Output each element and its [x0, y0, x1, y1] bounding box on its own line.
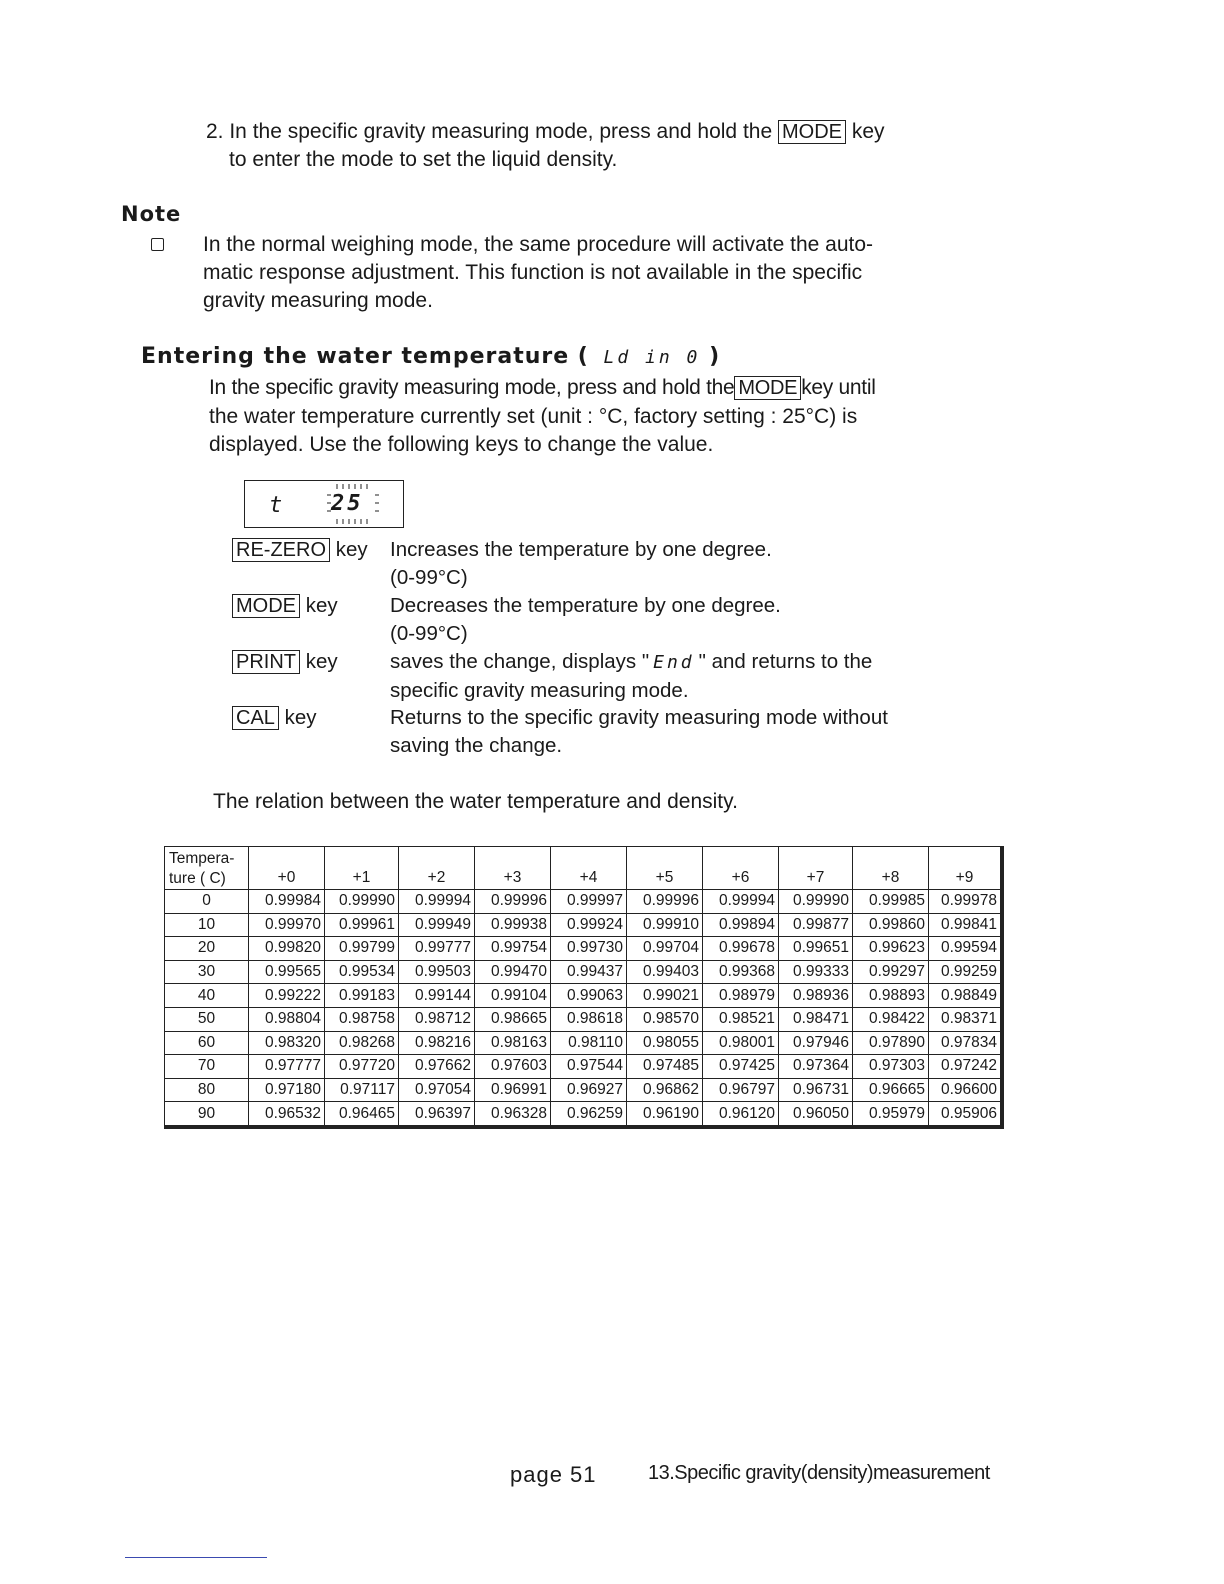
density-cell: 0.99990	[779, 890, 853, 914]
print-key-label: PRINT	[232, 650, 300, 674]
desc-line: (0-99°C)	[390, 622, 468, 645]
density-cell: 0.96397	[399, 1102, 475, 1126]
density-cell: 0.98936	[779, 984, 853, 1008]
density-cell: 0.99997	[551, 890, 627, 914]
density-cell: 0.99678	[703, 937, 779, 961]
density-cell: 0.98001	[703, 1031, 779, 1055]
key-mode-row	[232, 592, 338, 620]
cal-key-label: CAL	[232, 706, 279, 730]
lcd-display	[244, 480, 404, 528]
header-line: ture ( C)	[169, 870, 226, 887]
column-header: +2	[399, 847, 475, 890]
key-cal-row	[232, 704, 317, 732]
relation-text: The relation between the water temperature and density.	[213, 790, 738, 813]
density-cell: 0.98055	[627, 1031, 703, 1055]
key-rezero-row	[232, 536, 368, 564]
density-cell: 0.99063	[551, 984, 627, 1008]
density-cell: 0.97544	[551, 1055, 627, 1079]
note-line: matic response adjustment. This function is not available in the specific	[203, 261, 863, 284]
density-cell: 0.97603	[475, 1055, 551, 1079]
density-cell: 0.98216	[399, 1031, 475, 1055]
density-cell: 0.97662	[399, 1055, 475, 1079]
temperature-cell: 50	[165, 1007, 249, 1031]
density-cell: 0.98163	[475, 1031, 551, 1055]
heading-close: )	[709, 344, 721, 369]
density-cell: 0.97303	[853, 1055, 929, 1079]
section-para-line3: displayed. Use the following keys to change the value.	[209, 433, 714, 456]
density-cell: 0.99894	[703, 913, 779, 937]
temperature-cell: 80	[165, 1078, 249, 1102]
density-cell: 0.99924	[551, 913, 627, 937]
section-para-line1	[209, 374, 939, 402]
density-cell: 0.97720	[325, 1055, 399, 1079]
table-body	[165, 890, 1001, 1126]
column-header: +5	[627, 847, 703, 890]
table-row	[165, 1102, 1001, 1126]
column-header: +6	[703, 847, 779, 890]
density-cell: 0.99333	[779, 960, 853, 984]
density-cell: 0.98665	[475, 1007, 551, 1031]
mode-key-label: MODE	[778, 120, 846, 144]
section-heading	[141, 344, 720, 369]
mode-key-label: MODE	[734, 376, 801, 400]
column-header: +8	[853, 847, 929, 890]
lcd-left-symbol: t	[269, 493, 286, 518]
header-line: Tempera-	[169, 850, 235, 867]
temperature-cell: 70	[165, 1055, 249, 1079]
desc-part: saves the change, displays "	[390, 650, 650, 673]
density-cell: 0.97946	[779, 1031, 853, 1055]
temperature-cell: 0	[165, 890, 249, 914]
blink-rays-icon	[325, 483, 385, 525]
bullet-checkbox-icon	[151, 238, 164, 251]
rezero-key-label: RE-ZERO	[232, 538, 330, 562]
density-cell: 0.97364	[779, 1055, 853, 1079]
density-cell: 0.99877	[779, 913, 853, 937]
density-cell: 0.99938	[475, 913, 551, 937]
density-cell: 0.96797	[703, 1078, 779, 1102]
note-title: Note	[121, 202, 182, 226]
density-cell: 0.98804	[249, 1007, 325, 1031]
density-cell: 0.97117	[325, 1078, 399, 1102]
density-cell: 0.98320	[249, 1031, 325, 1055]
table-header-row	[165, 847, 1001, 890]
desc-part: " and returns to the	[698, 650, 873, 673]
density-cell: 0.97890	[853, 1031, 929, 1055]
density-cell: 0.98521	[703, 1007, 779, 1031]
table-row	[165, 913, 1001, 937]
density-cell: 0.96050	[779, 1102, 853, 1126]
density-cell: 0.96731	[779, 1078, 853, 1102]
density-cell: 0.99403	[627, 960, 703, 984]
table-row	[165, 890, 1001, 914]
density-cell: 0.99990	[325, 890, 399, 914]
density-cell: 0.98893	[853, 984, 929, 1008]
density-cell: 0.98979	[703, 984, 779, 1008]
density-cell: 0.99183	[325, 984, 399, 1008]
page-number: page 51	[510, 1462, 597, 1487]
para-prefix: In the specific gravity measuring mode, press and hold the	[209, 376, 735, 399]
desc-line: specific gravity measuring mode.	[390, 679, 689, 702]
density-cell: 0.97242	[929, 1055, 1001, 1079]
density-cell: 0.99994	[399, 890, 475, 914]
density-cell: 0.96862	[627, 1078, 703, 1102]
heading-text: Entering the water temperature (	[141, 344, 589, 369]
temperature-cell: 20	[165, 937, 249, 961]
key-word: key	[305, 594, 338, 617]
density-cell: 0.99297	[853, 960, 929, 984]
table-row	[165, 984, 1001, 1008]
desc-line: (0-99°C)	[390, 566, 468, 589]
density-cell: 0.98268	[325, 1031, 399, 1055]
density-cell: 0.99222	[249, 984, 325, 1008]
density-cell: 0.96665	[853, 1078, 929, 1102]
para-suffix: key until	[801, 376, 876, 399]
density-cell: 0.98471	[779, 1007, 853, 1031]
print-desc	[390, 648, 935, 705]
temperature-cell: 60	[165, 1031, 249, 1055]
density-cell: 0.98849	[929, 984, 1001, 1008]
column-header: +0	[249, 847, 325, 890]
table-row	[165, 1055, 1001, 1079]
note-line: In the normal weighing mode, the same procedure will activate the auto-	[203, 233, 874, 256]
note-body	[203, 231, 933, 315]
density-cell: 0.99565	[249, 960, 325, 984]
mode-key-label: MODE	[232, 594, 300, 618]
density-cell: 0.98422	[853, 1007, 929, 1031]
table-row	[165, 1078, 1001, 1102]
temperature-cell: 40	[165, 984, 249, 1008]
density-cell: 0.97485	[627, 1055, 703, 1079]
table-row	[165, 1007, 1001, 1031]
density-cell: 0.99594	[929, 937, 1001, 961]
mode-desc	[390, 592, 781, 648]
density-cell: 0.98371	[929, 1007, 1001, 1031]
density-cell: 0.99259	[929, 960, 1001, 984]
end-code: End	[653, 652, 695, 673]
step2-prefix: 2. In the specific gravity measuring mode, press and hold the	[206, 120, 773, 143]
section-para-line2: the water temperature currently set (unit : °C, factory setting : 25°C) is	[209, 405, 858, 428]
density-cell: 0.96120	[703, 1102, 779, 1126]
chapter-title: 13.Specific gravity(density)measurement	[648, 1462, 990, 1484]
density-cell: 0.99820	[249, 937, 325, 961]
density-cell: 0.99961	[325, 913, 399, 937]
density-cell: 0.98758	[325, 1007, 399, 1031]
desc-line: Decreases the temperature by one degree.	[390, 594, 781, 617]
key-word: key	[284, 706, 317, 729]
density-cell: 0.99984	[249, 890, 325, 914]
step2-suffix: key	[851, 120, 885, 143]
table-row	[165, 1031, 1001, 1055]
density-cell: 0.99996	[627, 890, 703, 914]
column-header: +1	[325, 847, 399, 890]
density-cell: 0.99704	[627, 937, 703, 961]
density-cell: 0.96328	[475, 1102, 551, 1126]
density-cell: 0.95906	[929, 1102, 1001, 1126]
density-cell: 0.97425	[703, 1055, 779, 1079]
density-cell: 0.99910	[627, 913, 703, 937]
density-cell: 0.99994	[703, 890, 779, 914]
density-cell: 0.96465	[325, 1102, 399, 1126]
density-cell: 0.99623	[853, 937, 929, 961]
density-cell: 0.99730	[551, 937, 627, 961]
column-header: +7	[779, 847, 853, 890]
key-word: key	[335, 538, 368, 561]
density-cell: 0.99996	[475, 890, 551, 914]
desc-line: Returns to the specific gravity measuring mode without	[390, 706, 888, 729]
density-cell: 0.96991	[475, 1078, 551, 1102]
heading-code: Ld in 0	[603, 347, 701, 368]
table-row	[165, 960, 1001, 984]
density-cell: 0.99841	[929, 913, 1001, 937]
density-cell: 0.96190	[627, 1102, 703, 1126]
density-table-wrap	[164, 846, 1004, 1129]
density-cell: 0.98110	[551, 1031, 627, 1055]
table-row	[165, 937, 1001, 961]
density-cell: 0.99970	[249, 913, 325, 937]
note-line: gravity measuring mode.	[203, 289, 433, 312]
density-cell: 0.98712	[399, 1007, 475, 1031]
temperature-cell: 10	[165, 913, 249, 937]
temperature-cell: 30	[165, 960, 249, 984]
density-cell: 0.96259	[551, 1102, 627, 1126]
density-cell: 0.98570	[627, 1007, 703, 1031]
density-cell: 0.98618	[551, 1007, 627, 1031]
density-cell: 0.97777	[249, 1055, 325, 1079]
density-cell: 0.97180	[249, 1078, 325, 1102]
density-cell: 0.99021	[627, 984, 703, 1008]
column-header: +3	[475, 847, 551, 890]
density-cell: 0.99860	[853, 913, 929, 937]
density-table	[164, 847, 1001, 1126]
density-cell: 0.97054	[399, 1078, 475, 1102]
lcd-value: 25	[331, 491, 364, 516]
density-cell: 0.95979	[853, 1102, 929, 1126]
step2-line2: to enter the mode to set the liquid density.	[229, 148, 618, 171]
density-cell: 0.99534	[325, 960, 399, 984]
density-cell: 0.99144	[399, 984, 475, 1008]
density-cell: 0.99949	[399, 913, 475, 937]
density-cell: 0.99754	[475, 937, 551, 961]
temperature-header	[165, 847, 249, 890]
density-cell: 0.99104	[475, 984, 551, 1008]
density-cell: 0.99978	[929, 890, 1001, 914]
temperature-cell: 90	[165, 1102, 249, 1126]
cal-desc	[390, 704, 935, 760]
key-print-row	[232, 648, 338, 676]
desc-line: saving the change.	[390, 734, 563, 757]
density-cell: 0.99799	[325, 937, 399, 961]
bottom-rule	[125, 1557, 267, 1558]
column-header: +4	[551, 847, 627, 890]
density-cell: 0.96927	[551, 1078, 627, 1102]
density-cell: 0.99470	[475, 960, 551, 984]
step2-line1	[206, 118, 885, 146]
density-cell: 0.96532	[249, 1102, 325, 1126]
desc-line	[390, 648, 935, 677]
density-cell: 0.99985	[853, 890, 929, 914]
key-word: key	[305, 650, 338, 673]
density-cell: 0.99437	[551, 960, 627, 984]
column-header: +9	[929, 847, 1001, 890]
density-cell: 0.99651	[779, 937, 853, 961]
density-cell: 0.99368	[703, 960, 779, 984]
desc-line: Increases the temperature by one degree.	[390, 538, 772, 561]
density-cell: 0.96600	[929, 1078, 1001, 1102]
density-cell: 0.99777	[399, 937, 475, 961]
density-cell: 0.99503	[399, 960, 475, 984]
density-cell: 0.97834	[929, 1031, 1001, 1055]
rezero-desc	[390, 536, 772, 592]
